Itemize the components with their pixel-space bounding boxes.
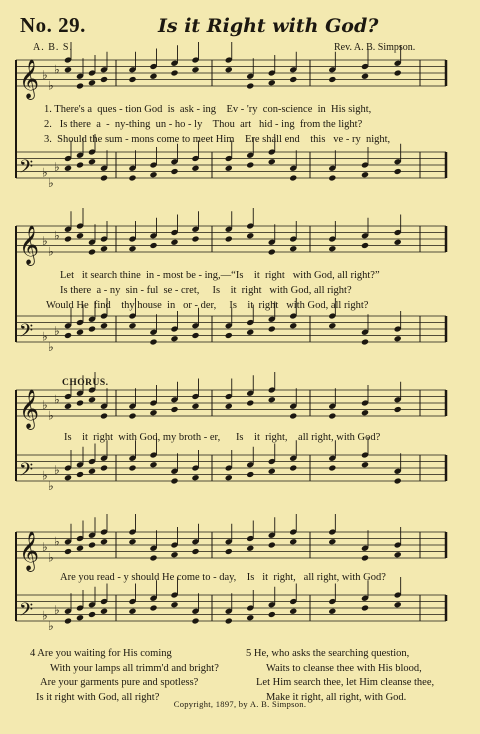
flat-sign-icon: ♭ <box>48 176 54 191</box>
flat-sign-icon: ♭ <box>42 67 48 82</box>
flat-sign-icon: ♭ <box>48 340 54 355</box>
lyric-verse-1-line-2: Let it search thine in - most be - ing,—“Is it right with God, all right?” <box>60 270 380 281</box>
flat-sign-icon: ♭ <box>48 619 54 634</box>
notehead <box>64 548 72 555</box>
flat-sign-icon: ♭ <box>42 165 48 180</box>
stanza-4-line-4: Is it right with God, all right? <box>36 691 160 703</box>
notehead <box>191 548 199 555</box>
notehead <box>328 608 336 615</box>
treble-clef-icon: 𝄞 <box>19 389 40 429</box>
flat-sign-icon: ♭ <box>54 534 60 549</box>
author-credit: Rev. A. B. Simpson. <box>334 42 416 53</box>
notehead <box>88 611 96 618</box>
stanza-4-line-2: With your lamps all trimm'd and bright? <box>50 662 219 674</box>
notehead <box>170 601 178 608</box>
stanza-4 <box>30 647 219 705</box>
flat-sign-icon: ♭ <box>54 323 60 338</box>
notehead <box>170 551 178 558</box>
stanza-5-line-4: Make it right, all right, with God. <box>266 691 407 703</box>
notehead <box>289 538 297 545</box>
notehead <box>128 538 136 545</box>
copyright-notice: Copyright, 1897, by A. B. Simpson. <box>173 699 307 709</box>
notehead <box>246 545 254 552</box>
bass-clef-icon: 𝄢 <box>19 600 34 625</box>
flat-sign-icon: ♭ <box>42 608 48 623</box>
lyric-chorus-line-1: Is it right with God, my broth - er, Is it right, all right, with God? <box>64 432 381 443</box>
lyric-verse-3-line-2: Would He find thy house in or - der, Is it right with God, all right? <box>46 300 369 311</box>
notehead <box>88 541 96 548</box>
notehead <box>268 541 276 548</box>
flat-sign-icon: ♭ <box>54 62 60 77</box>
notehead <box>149 554 157 561</box>
notehead <box>328 538 336 545</box>
treble-clef-icon: 𝄞 <box>19 59 40 99</box>
stanza-5-line-3: Let Him search thee, let Him cleanse thee, <box>256 677 435 688</box>
treble-clef-icon: 𝄞 <box>19 531 40 571</box>
notehead <box>191 617 199 624</box>
notehead <box>76 545 84 552</box>
stanza-4-number: 4 <box>30 648 36 659</box>
lyric-verse-3-line-1: 3. Should the sum - mons come to meet Him Ere shall end this ve - ry night, <box>44 134 391 145</box>
notehead <box>394 551 402 558</box>
flat-sign-icon: ♭ <box>42 329 48 344</box>
stanza-5-line-1: He, who asks the searching question, <box>253 648 410 659</box>
notehead <box>394 601 402 608</box>
bass-clef-icon: 𝄢 <box>19 460 34 485</box>
flat-sign-icon: ♭ <box>54 462 60 477</box>
stanza-4-line-1: Are you waiting for His coming <box>37 648 172 659</box>
flat-sign-icon: ♭ <box>42 233 48 248</box>
notehead <box>361 604 369 611</box>
flat-sign-icon: ♭ <box>48 244 54 259</box>
notehead <box>100 608 108 615</box>
bass-clef-icon: 𝄢 <box>19 321 34 346</box>
notehead <box>289 608 297 615</box>
flat-sign-icon: ♭ <box>54 228 60 243</box>
composer-credit: A. B. S. <box>33 42 73 53</box>
flat-sign-icon: ♭ <box>48 78 54 93</box>
notehead <box>225 548 233 555</box>
hymn-number: No. 29. <box>20 13 86 37</box>
notehead <box>64 617 72 624</box>
hymn-title: Is it Right with God? <box>158 15 379 37</box>
flat-sign-icon: ♭ <box>42 397 48 412</box>
treble-clef-icon: 𝄞 <box>19 225 40 265</box>
flat-sign-icon: ♭ <box>42 539 48 554</box>
flat-sign-icon: ♭ <box>54 392 60 407</box>
flat-sign-icon: ♭ <box>48 408 54 423</box>
notehead <box>268 611 276 618</box>
flat-sign-icon: ♭ <box>42 468 48 483</box>
bass-clef-icon: 𝄢 <box>19 157 34 182</box>
notehead <box>225 617 233 624</box>
flat-sign-icon: ♭ <box>54 602 60 617</box>
flat-sign-icon: ♭ <box>54 159 60 174</box>
stanza-5 <box>246 647 434 705</box>
stanza-5-number: 5 <box>246 648 252 659</box>
flat-sign-icon: ♭ <box>48 550 54 565</box>
flat-sign-icon: ♭ <box>48 479 54 494</box>
notehead <box>128 608 136 615</box>
notehead <box>246 614 254 621</box>
notehead <box>361 554 369 561</box>
lyric-verse-1-line-1: 1. There's a ques - tion God is ask - ing Ev - 'ry con-science in His sight, <box>44 104 372 115</box>
notehead <box>76 614 84 621</box>
notehead <box>100 538 108 545</box>
lyric-chorus-line-2: Are you read - y should He come to - day, Is it right, all right, with God? <box>60 572 386 583</box>
lyric-verse-2-line-2: Is there a - ny sin - ful se - cret, Is it right with God, all right? <box>60 285 352 296</box>
stanza-4-line-3: Are your garments pure and spotless? <box>40 677 199 688</box>
stanza-5-line-2: Waits to cleanse thee with His blood, <box>266 662 422 674</box>
notehead <box>149 604 157 611</box>
chorus-label: CHORUS. <box>62 378 109 388</box>
lyric-verse-2-line-1: 2. Is there a - ny-thing un - ho - ly Thou art hid - ing from the light? <box>44 119 363 130</box>
